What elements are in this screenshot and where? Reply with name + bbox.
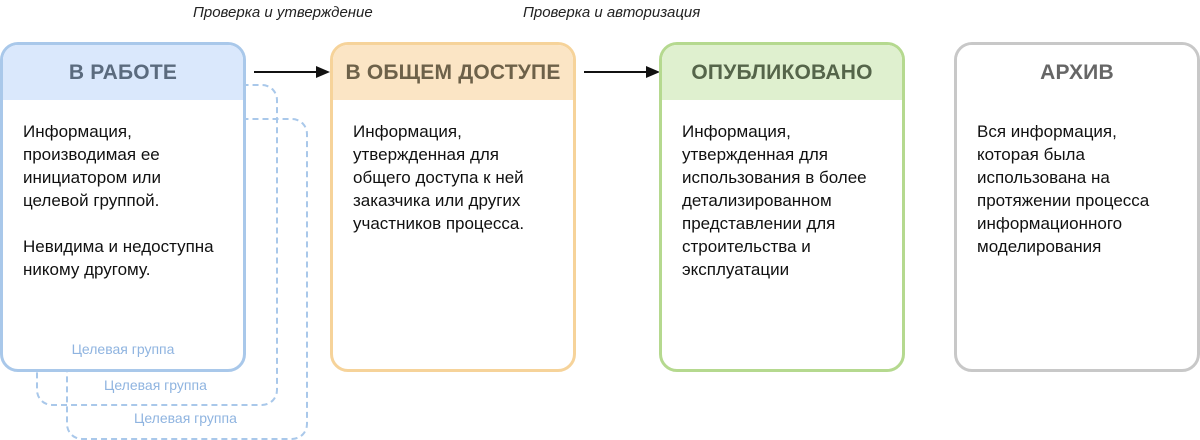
stage-card-wip <box>0 42 246 372</box>
stage-description: Информация, утвержденная для общего доступа к ней заказчика или других участников процесса. <box>353 122 525 233</box>
stage-card-archive <box>954 42 1200 372</box>
target-group-label-2: Целевая группа <box>104 377 207 393</box>
transition-label-review-approve: Проверка и утверждение <box>193 4 373 21</box>
stage-title: В ОБЩЕМ ДОСТУПЕ <box>345 60 561 84</box>
stage-header-published <box>662 45 902 100</box>
stage-description: Информация, производимая ее инициатором или целевой группой. Невидима и недоступна никому другому. <box>23 122 214 279</box>
arrow-to-shared <box>254 65 330 79</box>
stage-title: АРХИВ <box>1040 60 1114 84</box>
transition-label-review-authorize: Проверка и авторизация <box>523 4 701 21</box>
stage-card-shared <box>330 42 576 372</box>
stage-title: В РАБОТЕ <box>68 60 178 84</box>
arrow-to-published <box>584 65 660 79</box>
target-group-label-3: Целевая группа <box>134 410 237 426</box>
stage-header-shared <box>333 45 573 100</box>
stage-header-wip <box>3 45 243 100</box>
stage-header-archive <box>957 45 1197 100</box>
stage-title: ОПУБЛИКОВАНО <box>691 60 873 84</box>
target-group-label-1: Целевая группа <box>71 341 175 357</box>
stage-card-published <box>659 42 905 372</box>
stage-description: Информация, утвержденная для использования в более детализированном представлении для строительства и эксплуатации <box>682 122 867 279</box>
stage-description: Вся информация, которая была использована на протяжении процесса информационного моделирования <box>977 122 1150 256</box>
